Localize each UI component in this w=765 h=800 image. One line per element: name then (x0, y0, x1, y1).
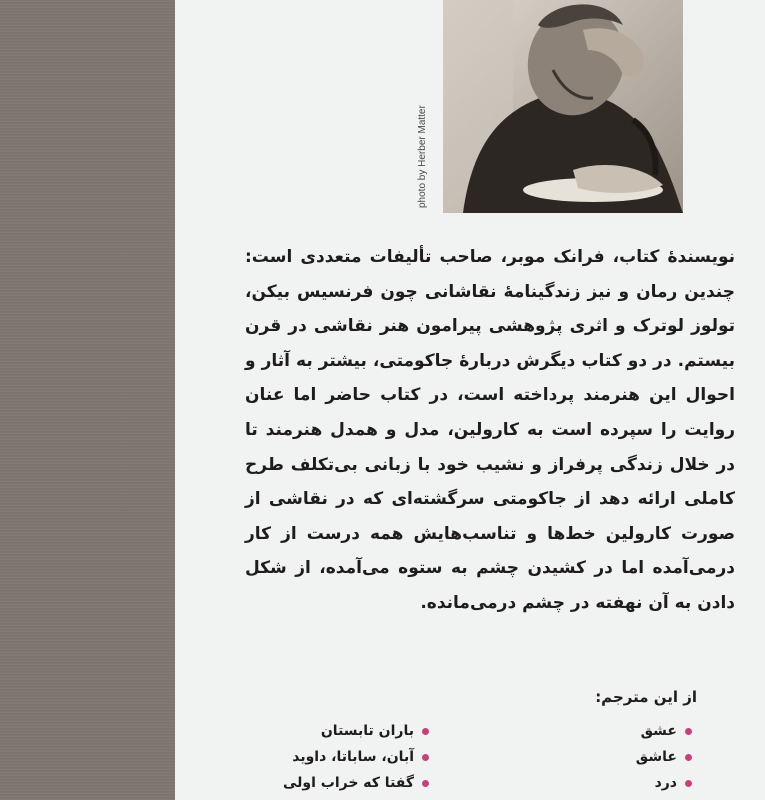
bio-paragraph: نویسندهٔ کتاب، فرانک موبر، صاحب تألیفات متعددی است: چندین رمان و نیز زندگینامهٔ نقاشانی چون فرنسیس بیکن، تولوز لوترک و اثری پژوهشی پیرامون هنر نقاشی در قرن بیستم. در دو کتاب دیگرش دربارهٔ جاکومتی، بیشتر به آثار و احوال این هنرمند پرداخته است، در کتاب حاضر اما عنان روایت را سپرده است به کارولین، مدل و همدل هنرمند تا در خلال زندگی پرفراز و نشیب خود با زبانی بی‌تکلف طرح کاملی ارائه دهد از جاکومتی سرگشته‌ای که در نقاشی از صورت کارولین خط‌ها و تناسب‌هایش همه درست از کار درمی‌آمده اما در کشیدن چشم به ستوه می‌آمده، از شکل دادن به آن نهفته در چشم درمی‌مانده. (245, 247, 735, 613)
other-works-list-left (283, 718, 429, 796)
book-title: آبان، ساباتا، داوید (292, 749, 414, 765)
book-title: درد (654, 775, 677, 791)
list-item (636, 770, 692, 796)
book-spine (0, 0, 175, 800)
bullet-icon (685, 754, 692, 761)
photo-credit: photo by Herber Matter (417, 105, 428, 208)
list-item (283, 744, 429, 770)
book-title: باران تابستان (320, 723, 414, 739)
bullet-icon (422, 728, 429, 735)
bullet-icon (685, 728, 692, 735)
bullet-icon (422, 754, 429, 761)
portrait-photo-icon (443, 0, 683, 213)
list-item (283, 718, 429, 744)
book-title: عاشق (635, 749, 677, 765)
author-bio (245, 240, 735, 621)
other-works-title: از این مترجم: (595, 688, 697, 706)
list-item (636, 744, 692, 770)
book-title: عشق (640, 723, 677, 739)
list-item (636, 718, 692, 744)
book-title: گفتا که خراب اولی (282, 775, 414, 791)
bullet-icon (422, 780, 429, 787)
bullet-icon (685, 780, 692, 787)
list-item (283, 770, 429, 796)
other-works-list-right (636, 718, 692, 796)
author-photo (443, 0, 683, 213)
